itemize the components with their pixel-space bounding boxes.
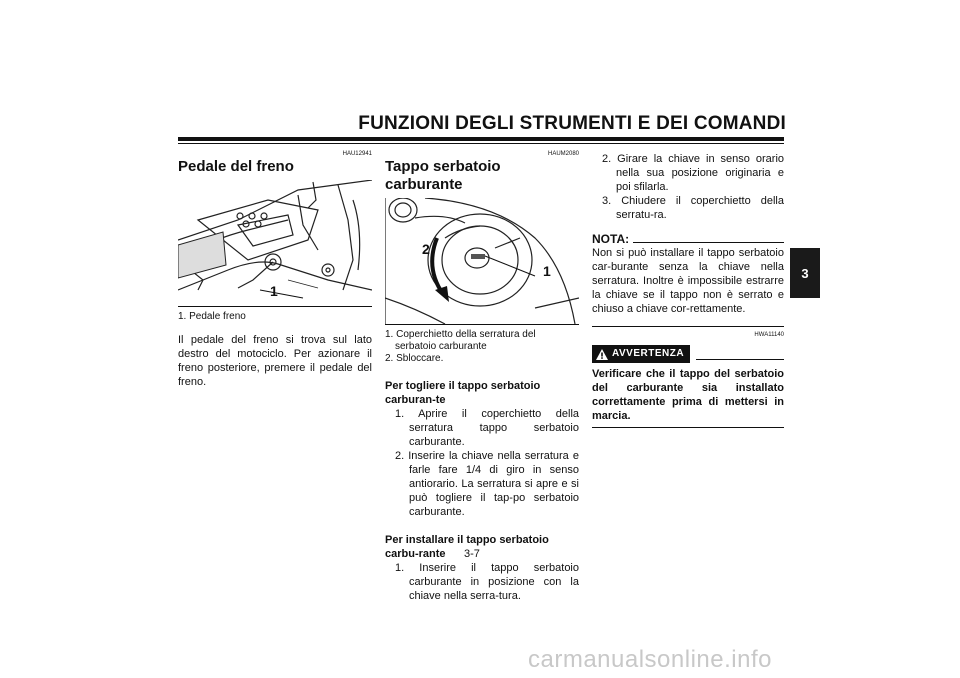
warning-code: HWA11140	[754, 332, 784, 338]
section-heading-fuel-cap: Tappo serbatoio carburante	[385, 158, 501, 193]
warning-body: Verificare che il tappo del serbatoio del carburante sia installato correttamente prima di mettersi in marcia.	[592, 367, 784, 428]
caption-item: 2. Sbloccare.	[385, 353, 444, 364]
chapter-tab: 3	[790, 248, 820, 298]
install-steps-continued	[592, 152, 784, 222]
warning-badge	[592, 345, 690, 363]
page-header-title: FUNZIONI DEGLI STRUMENTI E DEI COMANDI	[358, 113, 786, 134]
section-heading-brake-pedal: Pedale del freno	[178, 158, 294, 175]
step-item: 1. Inserire il tappo serbatoio carburante in posizione con la chiave nella serra-tura.	[395, 562, 579, 602]
step-item: 1. Aprire il coperchietto della serratura tappo serbatoio carburante.	[395, 408, 579, 448]
step-item: 2. Inserire la chiave nella serratura e farle fare 1/4 di giro in senso antiorario. La serratura si apre e si può togliere il tap-po serbatoio carburante.	[395, 450, 579, 518]
warning-label: AVVERTENZA	[612, 348, 685, 359]
header-rule	[178, 137, 784, 141]
warning-triangle-icon	[596, 349, 608, 360]
watermark: carmanualsonline.info	[528, 646, 772, 673]
warning-heading	[592, 345, 784, 363]
note-label: NOTA:	[592, 232, 630, 246]
note-body: Non si può installare il tappo serbatoio car-burante senza la chiave nella serratura. Inoltre è impossibile estrarre la chiave se il tappo non è serrato e chiuso a chiave cor-rettamente.	[592, 247, 784, 315]
section-code: HAUM2080	[547, 151, 579, 157]
note-heading	[592, 232, 784, 246]
step-item: 3. Chiudere il coperchietto della serratu-ra.	[602, 195, 784, 221]
brake-pedal-figure	[178, 180, 372, 307]
figure-callout-1: 1	[543, 263, 551, 279]
section-code: HAU12941	[342, 151, 372, 157]
subheading-install: Per installare il tappo serbatoio carbu-rante	[385, 534, 549, 560]
figure-caption	[385, 329, 579, 365]
install-steps	[385, 561, 579, 603]
figure-callout-1: 1	[270, 283, 278, 299]
page-number: 3-7	[464, 548, 480, 560]
column-brake-pedal	[178, 150, 372, 389]
note-end-rule	[592, 326, 784, 327]
fuel-cap-figure	[385, 198, 579, 325]
caption-item: 1. Pedale freno	[178, 311, 246, 322]
header-rule-thin	[178, 143, 784, 144]
figure-caption	[178, 311, 372, 323]
note-rule	[633, 242, 784, 243]
subheading-remove: Per togliere il tappo serbatoio carburan-te	[385, 380, 541, 406]
step-item: 2. Girare la chiave in senso orario nella sua posizione originaria e poi sfilarla.	[602, 153, 784, 193]
warning-rule	[696, 359, 784, 360]
figure-callout-2: 2	[422, 241, 430, 257]
remove-steps	[385, 407, 579, 519]
column-fuel-cap	[385, 150, 579, 603]
caption-item: 1. Coperchietto della serratura del serbatoio carburante	[385, 329, 536, 352]
column-continued	[592, 152, 784, 428]
body-text: Il pedale del freno si trova sul lato destro del motociclo. Per azionare il freno posteriore, premere il pedale del freno.	[178, 334, 372, 388]
fuel-cap-illustration	[385, 198, 579, 324]
